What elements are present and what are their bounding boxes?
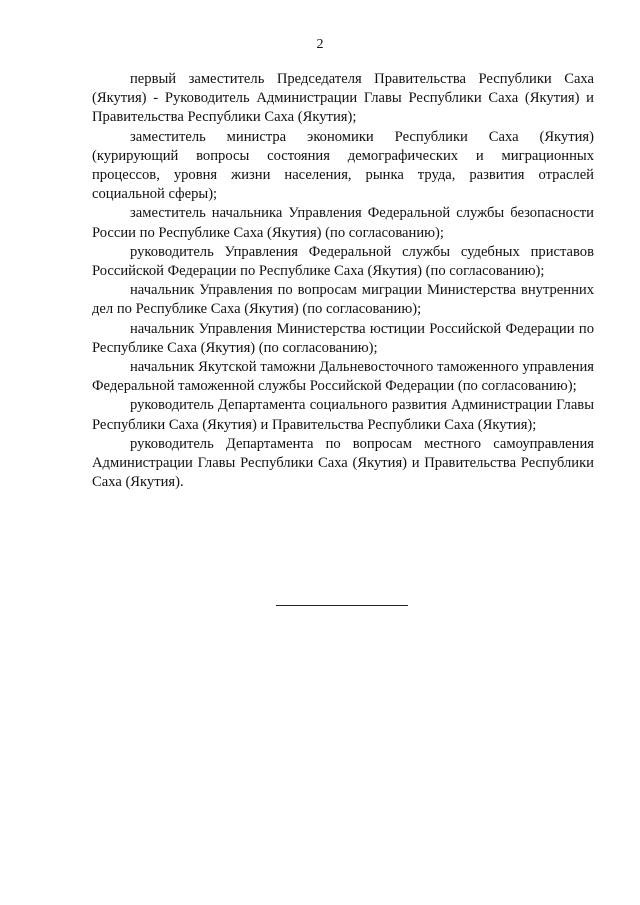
list-item: начальник Управления по вопросам миграции Министерства внутренних дел по Республике Саха (Якутия) (по согласованию); xyxy=(92,282,594,318)
list-item: руководитель Департамента по вопросам местного самоуправления Администрации Главы Республики Саха (Якутия) и Правительства Республики Саха (Якутия). xyxy=(92,435,594,491)
list-item: начальник Управления Министерства юстиции Российской Федерации по Республике Саха (Якутия) (по согласованию); xyxy=(92,320,594,356)
list-item: заместитель начальника Управления Федеральной службы безопасности России по Республике Саха (Якутия) (по согласованию); xyxy=(92,205,594,241)
list-item: руководитель Департамента социального развития Администрации Главы Республики Саха (Якутия) и Правительства Республики Саха (Якутия); xyxy=(92,397,594,433)
list-item: первый заместитель Председателя Правительства Республики Саха (Якутия) - Руководитель Администрации Главы Республики Саха (Якутия) и Правительства Республики Саха (Якутия); xyxy=(92,71,594,126)
page-number: 2 xyxy=(316,37,324,52)
list-item: заместитель министра экономики Республики Саха (Якутия) (курирующий вопросы состояния демографических и миграционных процессов, уровня жизни населения, рынка труда, развития отраслей социальной сферы); xyxy=(92,128,594,203)
members-list xyxy=(92,70,594,492)
list-item: руководитель Управления Федеральной службы судебных приставов Российской Федерации по Республике Саха (Якутия) (по согласованию); xyxy=(92,243,594,280)
list-item: начальник Якутской таможни Дальневосточного таможенного управления Федеральной таможенной службы Российской Федерации (по согласованию); xyxy=(92,359,594,395)
end-divider xyxy=(276,605,408,606)
